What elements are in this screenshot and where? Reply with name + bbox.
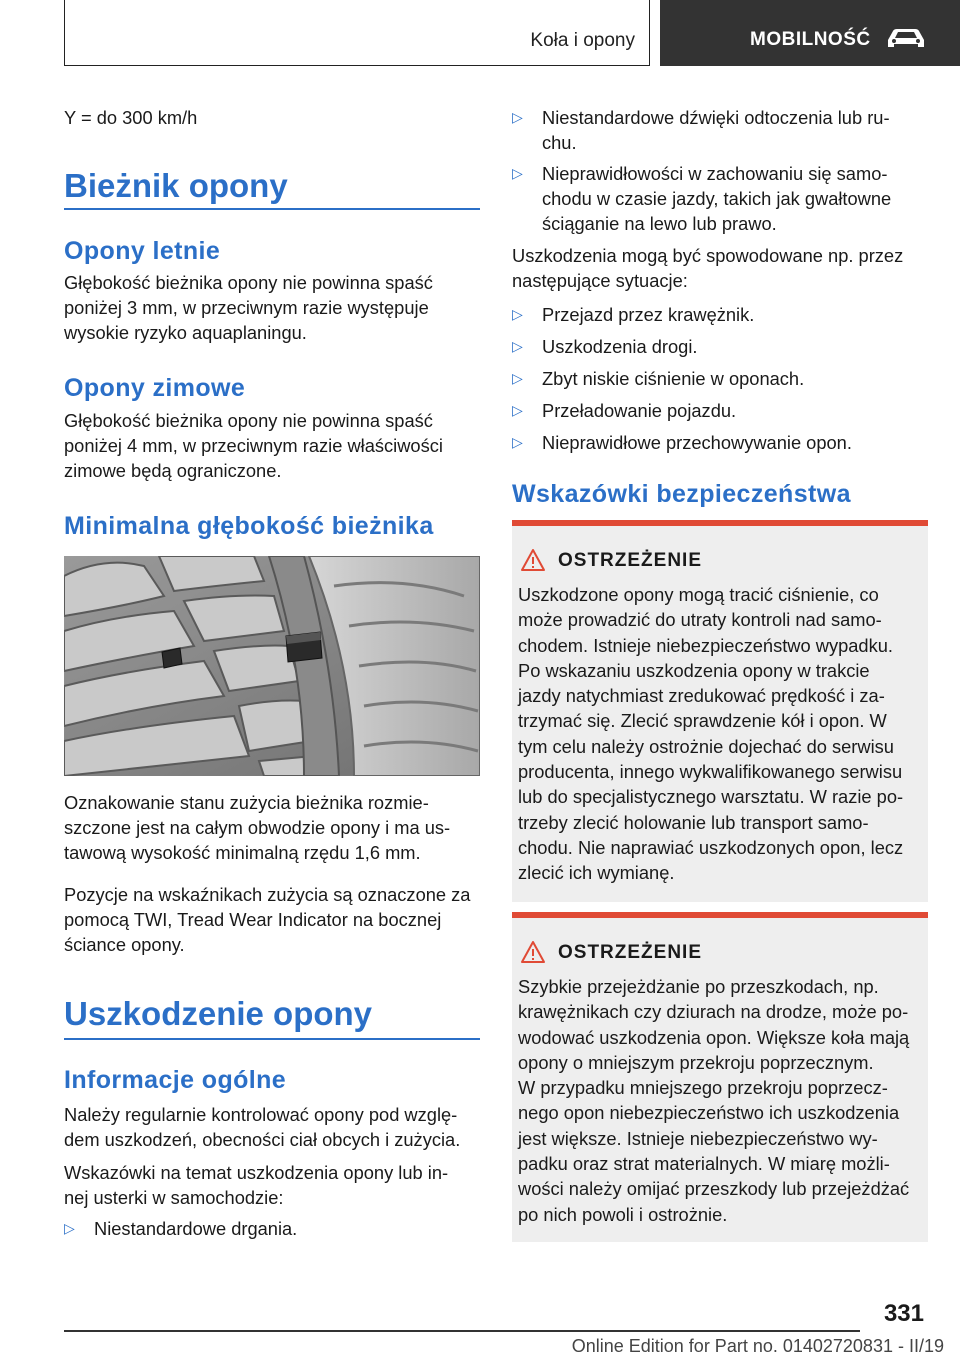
warning-box — [512, 912, 928, 1242]
warning-title: OSTRZEŻENIE — [558, 942, 703, 963]
header-section-box — [64, 0, 650, 66]
summer-tires-text: Głębokość bieżnika opony nie powinna spaść poniżej 3 mm, w przeciwnym razie występuje wysokie ryzyko aquaplaningu. — [64, 272, 433, 343]
footer-rule — [64, 1330, 860, 1332]
header-chapter-box — [660, 0, 960, 66]
bullet-triangle-icon: ▷ — [512, 370, 523, 386]
warning-title: OSTRZEŻENIE — [558, 550, 703, 571]
bullet-triangle-icon: ▷ — [64, 1220, 75, 1236]
header-section-title: Koła i opony — [530, 30, 635, 51]
tire-tread-wear-illustration — [64, 556, 480, 776]
general-info-text: Należy regularnie kontrolować opony pod wzglę- dem uszkodzeń, obecności ciał obcych i zużycia. — [64, 1104, 461, 1150]
warning-text: Szybkie przejeżdżanie po przeszkodach, np. krawężnikach czy dziurach na drodze, może po- wodować uszkodzenia opon. Większe koła mają opony o mniejszym przekroju poprzecznym. W przypadku mniejszego przekroju poprzecz- nego opon niebezpieczeństwo ich uszkodzenia jest większe. Istnieje niebezpieczeństwo wy- padku oraz strat materialnych. W miarę możli- wości należy omijać przeszkody lub przejeżdżać po nich powoli i ostrożnie. — [518, 976, 910, 1225]
heading-safety-notes: Wskazówki bezpieczeństwa — [512, 480, 851, 508]
bullet-triangle-icon: ▷ — [512, 402, 523, 418]
bullet-triangle-icon: ▷ — [512, 165, 523, 181]
car-icon — [884, 26, 928, 50]
heading-summer-tires: Opony letnie — [64, 237, 221, 265]
heading-rule — [64, 1038, 480, 1040]
bullet-triangle-icon: ▷ — [512, 306, 523, 322]
warning-text: Uszkodzone opony mogą tracić ciśnienie, co może prowadzić do utraty kontroli nad samo- chodem. Istnieje niebezpieczeństwo wypadku. Po wskazaniu uszkodzenia opony w trakcie jazdy natychmiast zredukować prędkość i za- trzymać się. Zlecić sprawdzenie kół i opon. W tym celu należy ostrożnie dojechać do serwisu producenta, innego wykwalifikowanego serwisu lub do specjalistycznego warsztatu. W razie po- trzeby zlecić holowanie lub transport samo- chodu. Nie naprawiać uszkodzonych opon, lecz zlecić ich wymianę. — [518, 584, 904, 884]
heading-general-info: Informacje ogólne — [64, 1066, 287, 1094]
warning-triangle-icon — [520, 548, 546, 572]
footer-edition: Online Edition for Part no. 01402720831 - II/19 — [571, 1336, 944, 1356]
bullet-triangle-icon: ▷ — [512, 109, 523, 125]
bullet-triangle-icon: ▷ — [512, 434, 523, 450]
heading-rule — [64, 208, 480, 210]
hints-text: Wskazówki na temat uszkodzenia opony lub in- nej usterki w samochodzie: — [64, 1162, 449, 1208]
bullet-triangle-icon: ▷ — [512, 338, 523, 354]
heading-tread: Bieżnik opony — [64, 167, 288, 204]
warning-box — [512, 520, 928, 902]
page-number: 331 — [883, 1300, 924, 1327]
heading-tire-damage: Uszkodzenie opony — [64, 995, 373, 1032]
twi-text: Pozycje na wskaźnikach zużycia są oznaczone za pomocą TWI, Tread Wear Indicator na bocznej ściance opony. — [64, 884, 471, 955]
speed-rating-text: Y = do 300 km/h — [64, 107, 198, 128]
heading-winter-tires: Opony zimowe — [64, 374, 246, 402]
tread-marker-text: Oznakowanie stanu zużycia bieżnika rozmie- szczone jest na całym obwodzie opony i ma us- tawową wysokość minimalną rzędu 1,6 mm. — [64, 792, 451, 863]
warning-triangle-icon — [520, 940, 546, 964]
winter-tires-text: Głębokość bieżnika opony nie powinna spaść poniżej 4 mm, w przeciwnym razie właściwości zimowe będą ograniczone. — [64, 410, 443, 481]
header-chapter-title: MOBILNOŚĆ — [750, 29, 871, 50]
heading-min-tread-depth: Minimalna głębokość bieżnika — [64, 512, 434, 540]
damage-causes-intro: Uszkodzenia mogą być spowodowane np. przez następujące sytuacje: — [512, 245, 904, 291]
